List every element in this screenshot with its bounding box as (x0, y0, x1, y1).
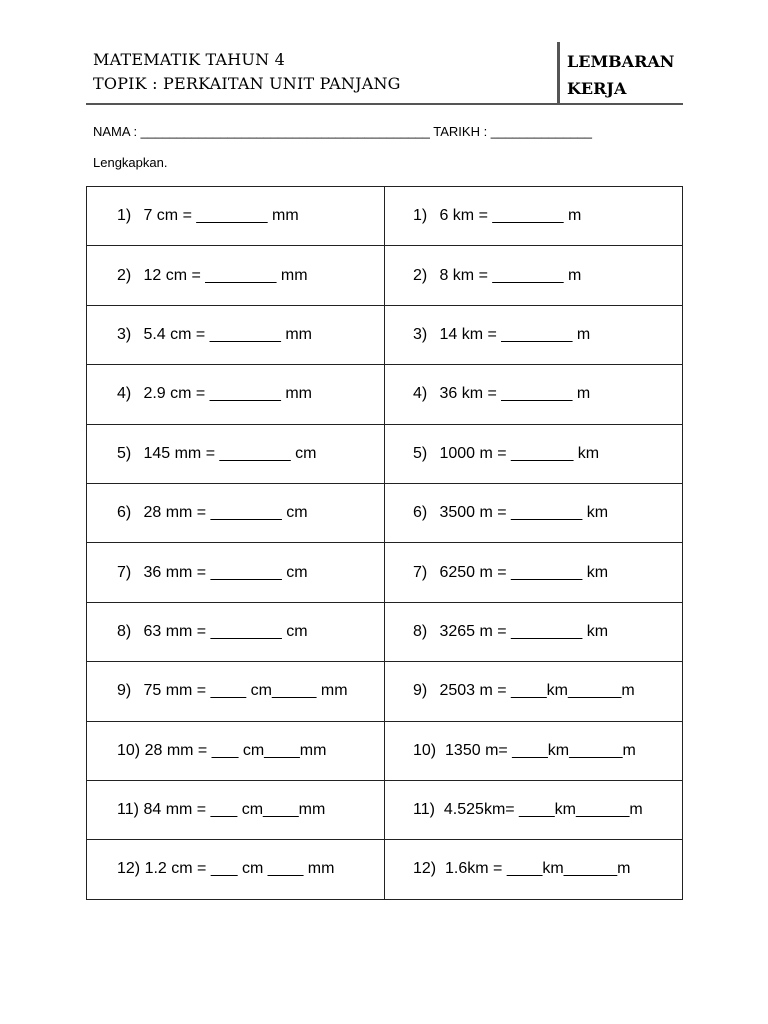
question-text: 1350 m= ____km______m (440, 741, 636, 759)
question-number: 8) (117, 622, 132, 640)
question-text: 1.2 cm = ___ cm ____ mm (144, 860, 335, 878)
question-text: 36 mm = ________ cm (143, 563, 308, 581)
question-number: 9) (117, 682, 132, 700)
question-number: 5) (117, 444, 132, 462)
question-right-9 (385, 662, 683, 721)
question-number: 7) (413, 563, 428, 581)
question-number: 2) (117, 266, 132, 284)
question-text: 1000 m = _______ km (439, 444, 600, 462)
question-number: 3) (413, 325, 428, 343)
question-number: 4) (117, 385, 132, 403)
question-number: 12) (413, 860, 437, 878)
question-right-8 (385, 602, 683, 661)
question-right-2 (385, 246, 683, 305)
question-text: 7 cm = ________ mm (143, 207, 299, 225)
instruction-text: Lengkapkan. (93, 155, 168, 170)
question-right-1 (385, 187, 683, 246)
subject-title: MATEMATIK TAHUN 4 (93, 50, 285, 69)
question-number: 9) (413, 682, 428, 700)
question-text: 75 mm = ____ cm_____ mm (143, 682, 348, 700)
table-row (87, 602, 683, 661)
question-text: 4.525km= ____km______m (439, 801, 643, 819)
table-row (87, 483, 683, 542)
table-row (87, 187, 683, 246)
question-left-7 (87, 543, 385, 602)
question-left-9 (87, 662, 385, 721)
question-number: 3) (117, 325, 132, 343)
question-number: 11) (413, 801, 435, 819)
question-number: 1) (413, 207, 428, 225)
question-right-6 (385, 483, 683, 542)
question-left-1 (87, 187, 385, 246)
question-number: 6) (117, 504, 132, 522)
question-text: 8 km = ________ m (439, 266, 582, 284)
question-number: 11) (117, 801, 139, 819)
question-text: 28 mm = ___ cm____mm (144, 741, 327, 759)
question-text: 63 mm = ________ cm (143, 622, 308, 640)
question-text: 14 km = ________ m (439, 325, 591, 343)
table-row (87, 246, 683, 305)
question-number: 4) (413, 385, 428, 403)
question-text: 145 mm = ________ cm (143, 444, 317, 462)
question-left-2 (87, 246, 385, 305)
question-right-3 (385, 305, 683, 364)
badge-line-2: KERJA (567, 79, 627, 98)
question-text: 6 km = ________ m (439, 207, 582, 225)
question-text: 84 mm = ___ cm____mm (143, 801, 326, 819)
table-row (87, 543, 683, 602)
question-text: 2.9 cm = ________ mm (143, 385, 312, 403)
question-left-6 (87, 483, 385, 542)
question-right-10 (385, 721, 683, 780)
worksheet-title (93, 48, 401, 96)
question-right-7 (385, 543, 683, 602)
table-row (87, 365, 683, 424)
question-left-5 (87, 424, 385, 483)
question-number: 6) (413, 504, 428, 522)
question-number: 5) (413, 444, 428, 462)
name-date-line: NAMA : ________________________________________ TARIKH : ______________ (93, 124, 593, 139)
question-right-12 (385, 840, 683, 899)
question-text: 1.6km = ____km______m (440, 860, 631, 878)
question-text: 6250 m = ________ km (439, 563, 609, 581)
table-row (87, 780, 683, 839)
questions-table (86, 186, 683, 900)
question-right-5 (385, 424, 683, 483)
question-text: 3500 m = ________ km (439, 504, 609, 522)
question-number: 8) (413, 622, 428, 640)
header-divider-vertical (557, 42, 560, 104)
question-left-11 (87, 780, 385, 839)
question-text: 36 km = ________ m (439, 385, 591, 403)
question-left-12 (87, 840, 385, 899)
table-row (87, 662, 683, 721)
header-divider-horizontal (86, 103, 683, 105)
table-row (87, 424, 683, 483)
question-text: 12 cm = ________ mm (143, 266, 308, 284)
table-row (87, 721, 683, 780)
table-row (87, 840, 683, 899)
questions-body (87, 187, 683, 900)
question-right-4 (385, 365, 683, 424)
question-number: 1) (117, 207, 132, 225)
question-text: 28 mm = ________ cm (143, 504, 308, 522)
question-number: 2) (413, 266, 428, 284)
question-left-8 (87, 602, 385, 661)
topic-title: TOPIK : PERKAITAN UNIT PANJANG (93, 74, 401, 93)
question-text: 3265 m = ________ km (439, 622, 609, 640)
question-number: 10) (117, 741, 141, 759)
question-right-11 (385, 780, 683, 839)
badge-line-1: LEMBARAN (567, 52, 675, 71)
worksheet-badge (567, 48, 674, 102)
question-number: 10) (413, 741, 437, 759)
question-number: 7) (117, 563, 132, 581)
question-left-10 (87, 721, 385, 780)
question-text: 2503 m = ____km______m (439, 682, 635, 700)
table-row (87, 305, 683, 364)
question-text: 5.4 cm = ________ mm (143, 325, 312, 343)
question-left-3 (87, 305, 385, 364)
question-number: 12) (117, 860, 141, 878)
question-left-4 (87, 365, 385, 424)
